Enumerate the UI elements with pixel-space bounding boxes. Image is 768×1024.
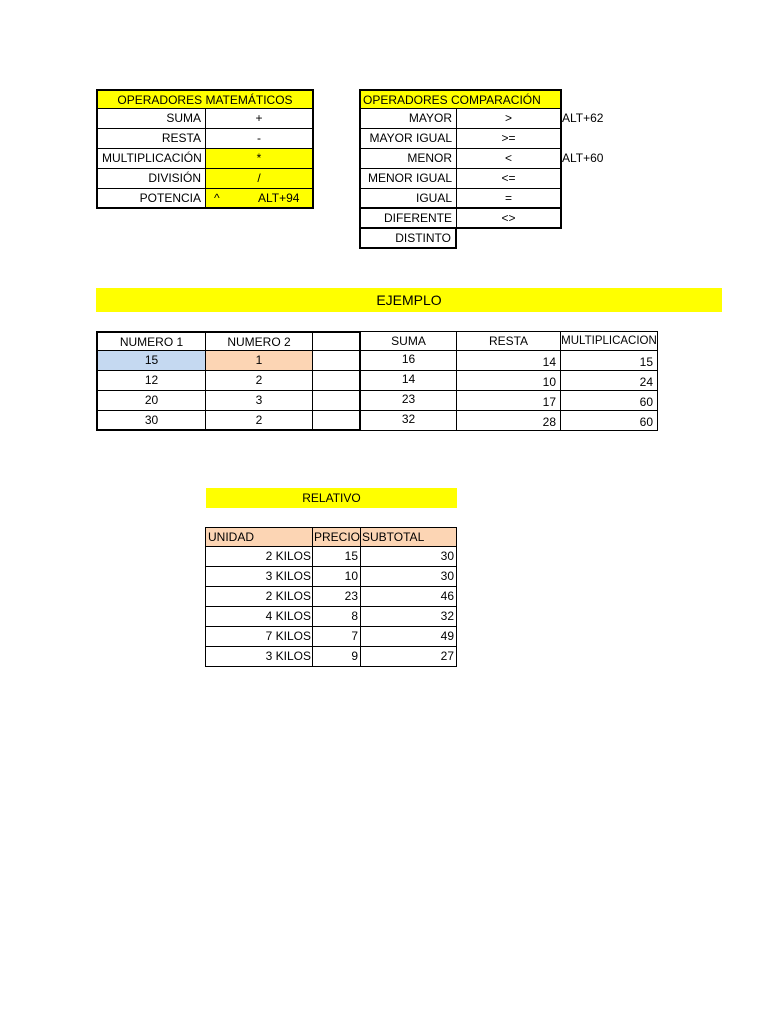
comp-label-igual: IGUAL (359, 189, 457, 209)
ejemplo-banner (96, 288, 722, 312)
comp-label-distinto: DISTINTO (359, 229, 457, 249)
ejemplo-table (96, 331, 658, 432)
ejemplo-cell-resta: 10 (457, 371, 561, 391)
relativo-cell-precio: 23 (313, 587, 361, 607)
ejemplo-header-numero1: NUMERO 1 (96, 331, 206, 351)
comp-label-diferente: DIFERENTE (359, 209, 457, 229)
relativo-cell-unidad: 3 KILOS (205, 647, 313, 667)
relativo-cell-subtotal: 30 (361, 567, 457, 587)
comp-note-mayor: ALT+62 (562, 111, 604, 125)
relativo-table (205, 527, 457, 667)
comparison-operators-title: OPERADORES COMPARACIÓN (359, 89, 562, 109)
ejemplo-title: EJEMPLO (376, 292, 442, 308)
ejemplo-cell-numero1: 30 (96, 411, 206, 431)
ejemplo-cell-numero1: 20 (96, 391, 206, 411)
math-symbol-potencia (206, 189, 314, 209)
ejemplo-header-multiplicacion: MULTIPLICACION (561, 331, 658, 351)
comparison-operators-table (359, 89, 619, 251)
math-label-resta: RESTA (96, 129, 206, 149)
comp-symbol-menor: < (457, 149, 562, 169)
relativo-header-precio: PRECIO (313, 527, 361, 547)
ejemplo-cell-numero1: 12 (96, 371, 206, 391)
relativo-cell-precio: 15 (313, 547, 361, 567)
ejemplo-cell-empty (313, 351, 361, 371)
relativo-header-subtotal: SUBTOTAL (361, 527, 457, 547)
math-symbol-resta: - (206, 129, 314, 149)
ejemplo-header-resta: RESTA (457, 331, 561, 351)
comp-symbol-menor-igual: <= (457, 169, 562, 189)
comp-symbol-igual: = (457, 189, 562, 209)
ejemplo-cell-multiplicacion: 15 (561, 351, 658, 371)
ejemplo-cell-resta: 28 (457, 411, 561, 431)
relativo-cell-precio: 8 (313, 607, 361, 627)
comp-symbol-mayor: > (457, 109, 562, 129)
math-symbol-suma: + (206, 109, 314, 129)
ejemplo-cell-numero2: 2 (206, 371, 313, 391)
ejemplo-cell-numero2: 2 (206, 411, 313, 431)
relativo-cell-unidad: 3 KILOS (205, 567, 313, 587)
relativo-cell-subtotal: 27 (361, 647, 457, 667)
comp-symbol-diferente: <> (457, 209, 562, 229)
ejemplo-cell-multiplicacion: 60 (561, 411, 658, 431)
ejemplo-cell-empty (313, 391, 361, 411)
relativo-cell-unidad: 4 KILOS (205, 607, 313, 627)
ejemplo-cell-suma: 23 (361, 391, 457, 411)
ejemplo-cell-numero2: 1 (206, 351, 313, 371)
relativo-cell-subtotal: 32 (361, 607, 457, 627)
relativo-cell-unidad: 7 KILOS (205, 627, 313, 647)
relativo-cell-subtotal: 46 (361, 587, 457, 607)
ejemplo-header-empty (313, 331, 361, 351)
ejemplo-cell-multiplicacion: 24 (561, 371, 658, 391)
relativo-cell-unidad: 2 KILOS (205, 587, 313, 607)
math-symbol-division: / (206, 169, 314, 189)
ejemplo-header-suma: SUMA (361, 331, 457, 351)
math-label-suma: SUMA (96, 109, 206, 129)
relativo-cell-unidad: 2 KILOS (205, 547, 313, 567)
ejemplo-cell-resta: 17 (457, 391, 561, 411)
relativo-banner (206, 488, 457, 508)
ejemplo-cell-resta: 14 (457, 351, 561, 371)
comp-symbol-mayor-igual: >= (457, 129, 562, 149)
relativo-cell-precio: 10 (313, 567, 361, 587)
math-potencia-alt: ALT+94 (258, 191, 300, 205)
ejemplo-header-numero2: NUMERO 2 (206, 331, 313, 351)
ejemplo-cell-multiplicacion: 60 (561, 391, 658, 411)
math-operators-table (96, 89, 314, 209)
comp-label-menor: MENOR (359, 149, 457, 169)
ejemplo-cell-numero1: 15 (96, 351, 206, 371)
relativo-cell-subtotal: 49 (361, 627, 457, 647)
comp-label-mayor-igual: MAYOR IGUAL (359, 129, 457, 149)
ejemplo-cell-suma: 32 (361, 411, 457, 431)
math-operators-title: OPERADORES MATEMÁTICOS (96, 89, 314, 109)
ejemplo-cell-suma: 14 (361, 371, 457, 391)
math-label-division: DIVISIÓN (96, 169, 206, 189)
math-label-multiplicacion: MULTIPLICACIÓN (96, 149, 206, 169)
relativo-cell-subtotal: 30 (361, 547, 457, 567)
comp-label-mayor: MAYOR (359, 109, 457, 129)
ejemplo-cell-empty (313, 371, 361, 391)
relativo-header-unidad: UNIDAD (205, 527, 313, 547)
relativo-cell-precio: 9 (313, 647, 361, 667)
relativo-title: RELATIVO (302, 491, 361, 505)
math-label-potencia: POTENCIA (96, 189, 206, 209)
comp-note-menor: ALT+60 (562, 151, 604, 165)
relativo-cell-precio: 7 (313, 627, 361, 647)
comp-label-menor-igual: MENOR IGUAL (359, 169, 457, 189)
ejemplo-cell-suma: 16 (361, 351, 457, 371)
ejemplo-cell-numero2: 3 (206, 391, 313, 411)
math-potencia-symbol: ^ (214, 191, 220, 205)
ejemplo-cell-empty (313, 411, 361, 431)
math-symbol-multiplicacion: * (206, 149, 314, 169)
